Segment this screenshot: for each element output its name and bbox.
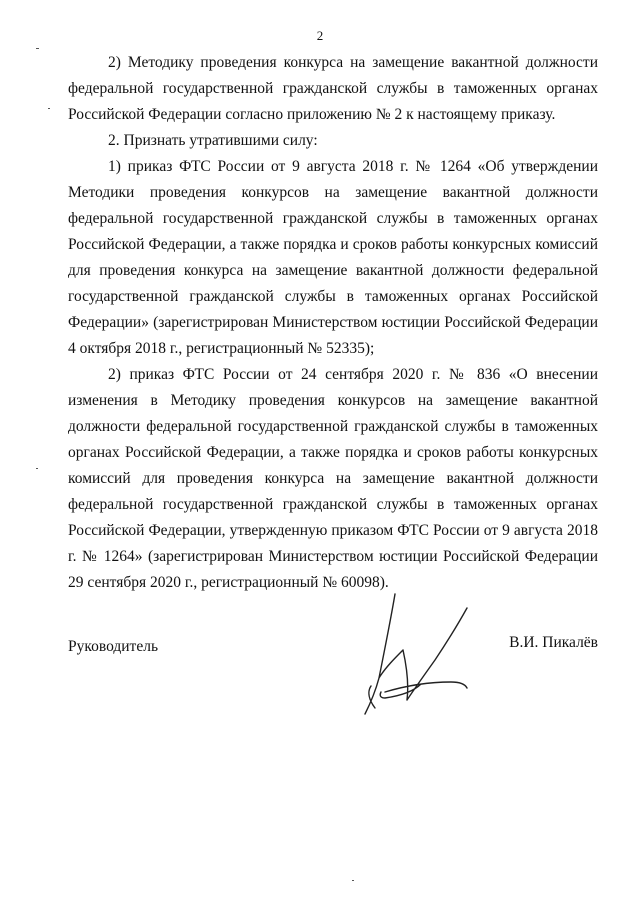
- paragraph-item-2-methodology: 2) Методику проведения конкурса на замещение вакантной должности федеральной государственной гражданской службы в таможенных органах Российской Федерации согласно приложению № 2 к настоящему приказу.: [68, 54, 598, 123]
- paragraph-repealed-order-1: 1) приказ ФТС России от 9 августа 2018 г. № 1264 «Об утверждении Методики проведения конкурсов на замещение вакантной должности федеральной государственной гражданской службы в таможенных органах Российской Федерации, а также порядка и сроков работы конкурсных комиссий для проведения конкурса на замещение вакантной должности федеральной государственной гражданской службы в таможенных органах Российской Федерации» (зарегистрирован Министерством юстиции Российской Федерации 4 октября 2018 г., регистрационный № 52335);: [68, 158, 598, 357]
- paragraph-section-2-heading: 2. Признать утратившими силу:: [108, 132, 318, 149]
- paragraph-repealed-order-2: 2) приказ ФТС России от 24 сентября 2020 г. № 836 «О внесении изменения в Методику проведения конкурсов на замещение вакантной должности федеральной государственной гражданской службы в таможенных органах Российской Федерации, а также порядка и сроков работы конкурсных комиссий для проведения конкурса на замещение вакантной должности федеральной государственной гражданской службы в таможенных органах Российской Федерации, утвержденную приказом ФТС России от 9 августа 2018 г. № 1264» (зарегистрирован Министерством юстиции Российской Федерации 29 сентября 2020 г., регистрационный № 60098).: [68, 366, 598, 591]
- scan-speck: [352, 880, 354, 881]
- document-body: [68, 50, 598, 596]
- page-number: 2: [316, 28, 324, 43]
- scan-speck: [48, 108, 50, 109]
- scan-speck: [36, 48, 39, 49]
- signatory-title: Руководитель: [68, 638, 159, 655]
- handwritten-signature: [355, 588, 475, 718]
- scan-speck: [36, 468, 38, 469]
- signatory-name: В.И. Пикалёв: [509, 634, 598, 651]
